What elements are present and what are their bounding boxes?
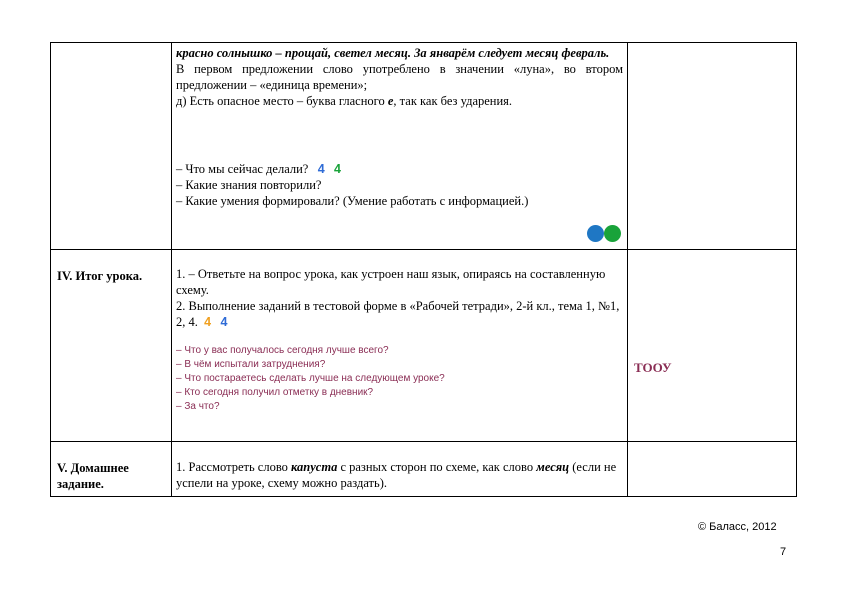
paragraph: д) Есть опасное место – буква гласного е, так как без ударения.	[176, 94, 513, 108]
notes-cell	[628, 250, 797, 442]
blue-dot-icon	[587, 225, 604, 242]
tooy-label: ТООУ	[634, 360, 672, 375]
reflection-question: – Что постараетесь сделать лучше на следующем уроке?	[176, 373, 445, 384]
content-cell	[172, 250, 628, 442]
page-number: 7	[780, 546, 787, 558]
mark-number: 4	[334, 162, 341, 176]
table-row	[51, 250, 797, 442]
question: – Какие умения формировали? (Умение работать с информацией.)	[176, 194, 529, 208]
question: – Какие знания повторили?	[176, 178, 322, 192]
word: месяц	[536, 460, 570, 474]
paragraph: В первом предложении слово употреблено в значении «луна», во втором предложении – «единица времени»;	[176, 62, 623, 92]
content-cell	[172, 442, 628, 497]
mark-number: 4	[317, 162, 325, 176]
question: – Что мы сейчас делали? 4 4	[176, 162, 341, 176]
paragraph: 1. Рассмотреть слово капуста с разных сторон по схеме, как слово месяц (если не успели на уроке, схему можно раздать).	[176, 460, 617, 490]
lesson-table	[50, 42, 797, 497]
table-row	[51, 43, 797, 250]
word: капуста	[291, 460, 338, 474]
notes-cell	[628, 43, 797, 250]
stage-title: V. Домашнее задание.	[57, 461, 129, 491]
stage-cell-empty	[51, 43, 172, 250]
stage-cell	[51, 250, 172, 442]
paragraph: 1. – Ответьте на вопрос урока, как устроен наш язык, опираясь на составленную схему.	[176, 267, 606, 297]
notes-cell	[628, 442, 797, 497]
reflection-questions	[176, 344, 623, 414]
stage-title: IV. Итог урока.	[57, 269, 143, 283]
mark-number: 4	[204, 315, 212, 329]
stage-cell	[51, 442, 172, 497]
reflection-question: – Что у вас получалось сегодня лучше всего?	[176, 345, 389, 356]
mark-number: 4	[220, 315, 228, 329]
reflection-question: – В чём испытали затруднения?	[176, 359, 326, 370]
reflection-question: – Кто сегодня получил отметку в дневник?	[176, 387, 374, 398]
paragraph: 2. Выполнение заданий в тестовой форме в «Рабочей тетради», 2-й кл., тема 1, №1, 2, 4. 4 4	[176, 299, 620, 329]
reflection-question: – За что?	[176, 401, 220, 412]
intro-bold-text: красно солнышко – прощай, светел месяц. За январём следует месяц февраль.	[176, 46, 610, 60]
copyright: © Баласс, 2012	[698, 521, 777, 533]
vowel-letter: е	[387, 94, 394, 108]
green-dot-icon	[604, 225, 621, 242]
table-row	[51, 442, 797, 497]
content-cell	[172, 43, 628, 250]
